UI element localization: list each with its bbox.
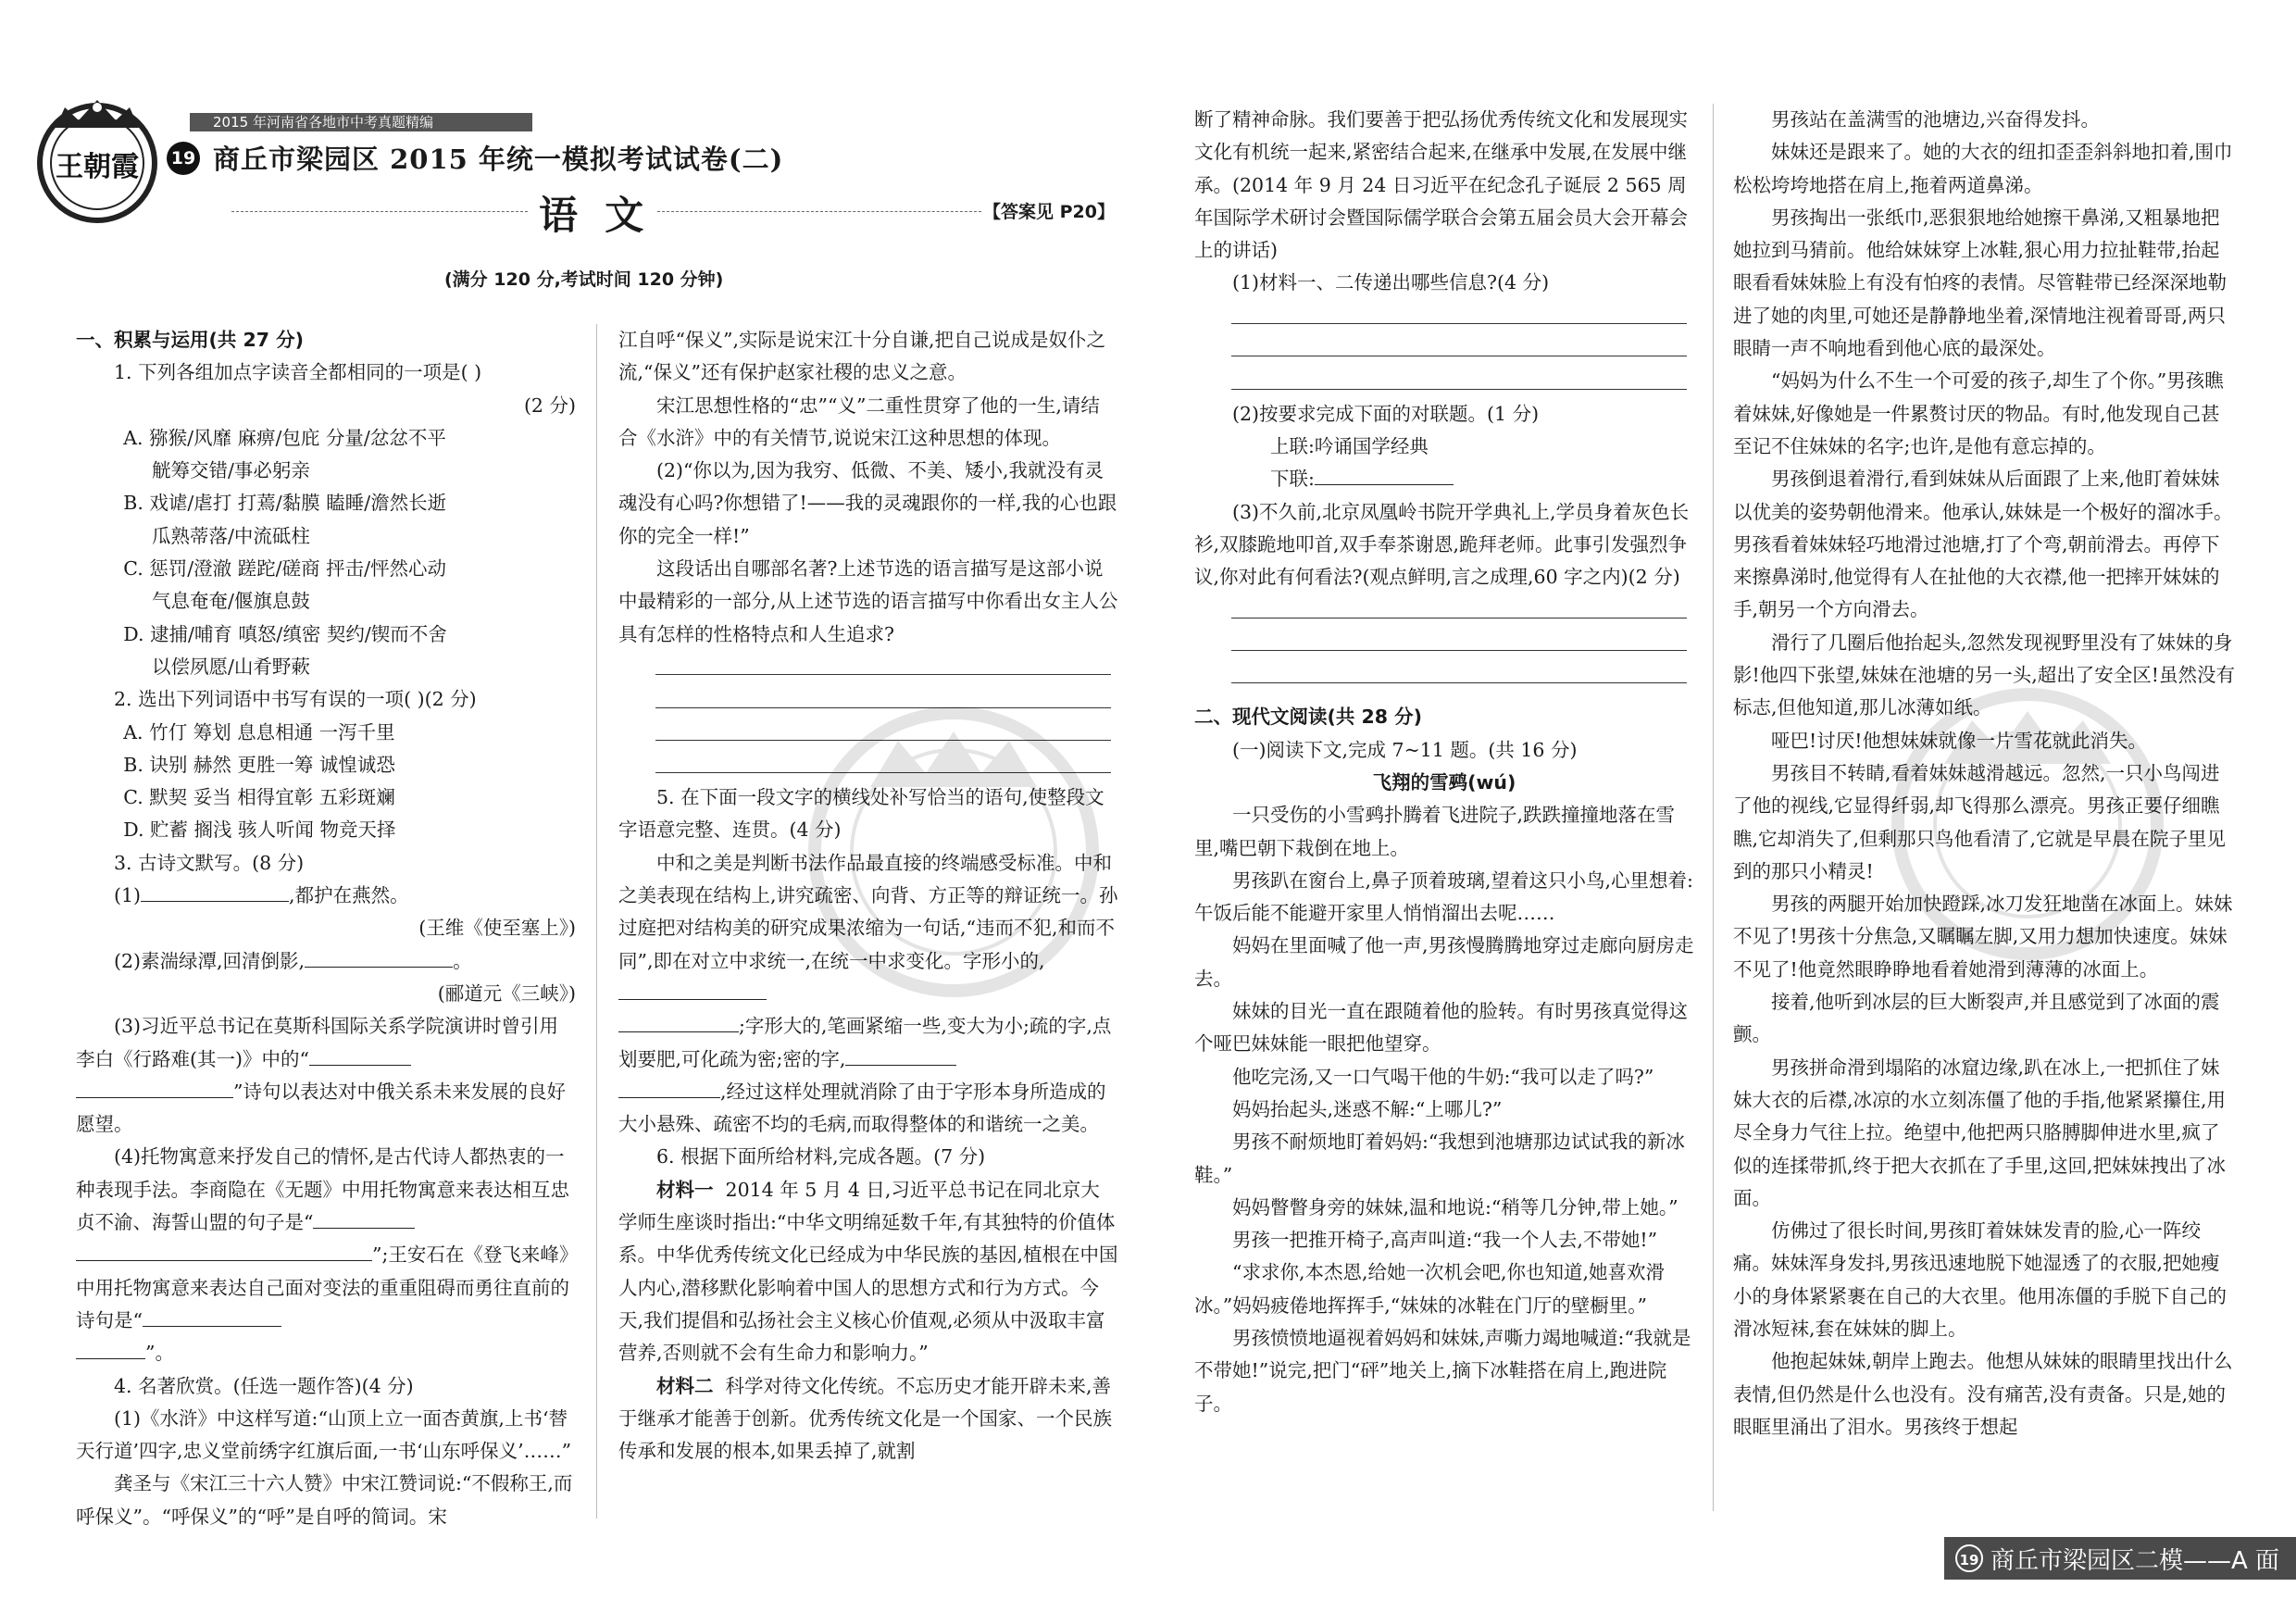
story-paragraph: 男孩愤愤地逼视着妈妈和妹妹,声嘶力竭地喊道:“我就是不带她!”说完,把门“砰”地关上,摘下冰鞋搭在肩上,跑进院子。 — [1194, 1326, 1691, 1415]
svg-text:王朝霞: 王朝霞 — [56, 151, 139, 183]
section-heading: 一、积累与运用(共 27 分) — [76, 329, 305, 351]
q4-item-1-note: 龚圣与《宋江三十六人赞》中宋江赞词说:“不假称王,而呼保义”。“呼保义”的“呼”是自呼的简词。宋 — [76, 1472, 573, 1528]
watermark-seal-icon — [805, 704, 1102, 1000]
material-2-cont: 断了精神命脉。我们要善于把弘扬优秀传统文化和发展现实文化有机统一起来,紧密结合起来,在继承中发展,在发展中继承。(2014 年 9 月 24 日习近平在纪念孔子诞辰 2 565 周年国际学术研讨会暨国际儒学联合会第五届会员大会开幕会上的讲话) — [1194, 108, 1688, 262]
option-a-cont: 觥筹交错/事必躬亲 — [152, 459, 310, 482]
answer-blank[interactable] — [618, 1031, 739, 1032]
q3-source-2: (郦道元《三峡》) — [437, 981, 576, 1005]
story-title: 飞翔的雪鹀(wú) — [1372, 770, 1516, 794]
answer-reference: 【答案见 P20】 — [983, 202, 1115, 222]
q6-item-1: (1)材料一、二传递出哪些信息?(4 分) — [1232, 271, 1550, 294]
q2-option-c: C. 默契 妥当 相得宜彰 五彩斑斓 — [123, 786, 395, 809]
question-3: 3. 古诗文默写。(8 分) — [114, 851, 305, 874]
option-b: B. 戏谑/虐打 打蔫/黏膜 瞌睡/澹然长逝 — [123, 492, 447, 515]
question-1-points: (2 分) — [523, 394, 576, 417]
q2-option-b: B. 诀别 赫然 更胜一筹 诚惶诚恐 — [123, 753, 395, 776]
answer-line[interactable] — [1194, 300, 1694, 332]
story-paragraph: 妹妹的目光一直在跟随着他的脸转。有时男孩真觉得这个哑巴妹妹能一眼把他望穿。 — [1194, 1000, 1688, 1056]
story-paragraph: 妈妈抬起头,迷惑不解:“上哪儿?” — [1232, 1097, 1503, 1120]
story-paragraph: 男孩趴在窗台上,鼻子顶着玻璃,望着这只小鸟,心里想着:午饭后能不能避开家里人悄悄溜出去呢…… — [1194, 868, 1693, 925]
q2-option-d: D. 贮蓄 搁浅 骇人听闻 物竞天择 — [123, 818, 396, 842]
q3-item-4: (4)托物寓意来抒发自己的情怀,是古代诗人都热衷的一种表现手法。李商隐在《无题》中用托物寓意来表达相互忠贞不渝、海誓山盟的句子是“ ”;王安石在《登飞来峰》中用托物寓意来表达自己面对变法的重重阻碍而勇往直前的诗句是“ ”。 — [76, 1145, 569, 1365]
answer-blank[interactable] — [309, 1064, 411, 1066]
answer-blank[interactable] — [143, 1325, 281, 1327]
section-heading: 二、现代文阅读(共 28 分) — [1194, 706, 1423, 729]
subject-rule — [231, 211, 528, 212]
story-paragraph: 男孩掏出一张纸巾,恶狠狠地给她擦干鼻涕,又粗暴地把她拉到马猜前。他给妹妹穿上冰鞋,狠心用力拉扯鞋带,抬起眼看看妹妹脸上有没有怕疼的表情。尽管鞋带已经深深地勒进了她的肉里,可她还是静静地坐着,深情地注视着哥哥,两只眼睛一声不响地看到他心底的最深处。 — [1733, 206, 2227, 360]
answer-line[interactable] — [1194, 365, 1694, 397]
answer-line[interactable] — [1194, 332, 1694, 365]
q2-option-a: A. 竹仃 筹划 息息相通 一泻千里 — [123, 720, 395, 744]
answer-blank[interactable] — [76, 1259, 372, 1261]
story-paragraph: 男孩一把推开椅子,高声叫道:“我一个人去,不带她!” — [1232, 1229, 1658, 1252]
subject-rule-right — [657, 211, 981, 212]
score-note: (满分 120 分,考试时间 120 分钟) — [444, 269, 724, 290]
question-4: 4. 名著欣赏。(任选一题作答)(4 分) — [114, 1374, 414, 1397]
material-2: 材料二 科学对待文化传统。不忘历史才能开辟未来,善于继承才能善于创新。优秀传统文化是一个国家、一个民族传承和发展的根本,如果丢掉了,就割 — [618, 1374, 1112, 1463]
exam-number: 19 — [167, 142, 200, 175]
story-paragraph: 他抱起妹妹,朝岸上跑去。他想从妹妹的眼睛里找出什么表情,但仍然是什么也没有。没有痛苦,没有责备。只是,她的眼眶里涌出了泪水。男孩终于想起 — [1733, 1350, 2233, 1438]
answer-line[interactable] — [1194, 627, 1694, 659]
q3-item-2: (2)素湍绿潭,回清倒影, 。 — [114, 949, 472, 972]
answer-line[interactable] — [1194, 659, 1694, 692]
option-c: C. 惩罚/澄澈 蹉跎/磋商 抨击/怦然心动 — [123, 557, 446, 581]
logo-seal-icon — [28, 91, 167, 230]
couplet-lower: 下联: — [1194, 463, 1694, 495]
story-paragraph: 男孩站在盖满雪的池塘边,兴奋得发抖。 — [1771, 108, 2101, 131]
story-paragraph: 男孩拼命滑到塌陷的冰窟边缘,趴在冰上,一把抓住了妹妹大衣的后襟,冰凉的水立刻冻僵了他的手指,他紧紧攥住,用尽全身力气往上拉。绝望中,他把两只胳膊脚伸进水里,疯了似的连揉带抓,终于把大衣抓在了手里,这回,把妹妹拽出了冰面。 — [1733, 1056, 2227, 1209]
subject-title: 语 文 — [539, 193, 644, 238]
story-paragraph: 一只受伤的小雪鹀扑腾着飞进院子,跌跌撞撞地落在雪里,嘴巴朝下栽倒在地上。 — [1194, 804, 1676, 859]
answer-blank[interactable] — [845, 1064, 956, 1066]
series-bar-text: 2015 年河南省各地市中考真题精编 — [213, 114, 433, 131]
answer-blank[interactable] — [305, 966, 453, 968]
question-1: 1. 下列各组加点字读音全都相同的一项是( ) — [114, 361, 482, 384]
q6-item-3: (3)不久前,北京凤凰岭书院开学典礼上,学员身着灰色长衫,双膝跪地叩首,双手奉茶谢恩,跪拜老师。此事引发强烈争议,你对此有何看法?(观点鲜明,言之成理,60 字之内)(2 分) — [1194, 500, 1690, 589]
q4-item-2-prompt: 这段话出自哪部名著?上述节选的语言描写是这部小说中最精彩的一部分,从上述节选的语言描写中你看出女主人公具有怎样的性格特点和人生追求? — [618, 557, 1118, 645]
reading-instruction: (一)阅读下文,完成 7~11 题。(共 16 分) — [1232, 738, 1578, 761]
option-a: A. 猕猴/风靡 麻痹/包庇 分量/忿忿不平 — [123, 426, 446, 449]
story-paragraph: 妹妹还是跟来了。她的大衣的纽扣歪歪斜斜地扣着,围巾松松垮垮地搭在肩上,拖着两道鼻涕。 — [1733, 141, 2233, 196]
q4-item-1-cont: 江自呼“保义”,实际是说宋江十分自谦,把自己说成是奴仆之流,“保义”还有保护赵家社稷的忠义之意。 — [618, 329, 1105, 384]
answer-blank[interactable] — [76, 1357, 145, 1359]
q3-item-3: (3)习近平总书记在莫斯科国际关系学院演讲时曾引用李白《行路难(其一)》中的“ ”诗句以表达对中俄关系未来发展的良好愿望。 — [76, 1015, 566, 1136]
q5-passage: 中和之美是判断书法作品最直接的终端感受标准。中和之美表现在结构上,讲究疏密、向背、方正等的辩证统一。孙过庭把对结构美的研究成果浓缩为一句话,“违而不犯,和而不同”,即在对立中求统一,在统一中求变化。字形小的, ;字形大的,笔画紧缩一些,变大为小;疏的字,点划要肥,可化疏为密;密的字, ,经过这样处理就消除了由于字形本身所造成的大小悬殊、疏密不均的毛病,而取得整体的和谐统一之美。 — [618, 851, 1118, 1136]
story-paragraph: 妈妈瞥瞥身旁的妹妹,温和地说:“稍等几分钟,带上她。” — [1232, 1195, 1678, 1218]
answer-blank[interactable] — [618, 998, 767, 1000]
option-d: D. 逮捕/哺育 嗔怒/缜密 契约/锲而不舍 — [123, 622, 447, 645]
answer-blank[interactable] — [141, 900, 289, 902]
column-1 — [76, 324, 576, 1533]
option-b-cont: 瓜熟蒂落/中流砥柱 — [152, 524, 310, 547]
footer-label: 商丘市梁园区二模——A 面 — [1990, 1546, 2280, 1575]
story-paragraph: 他吃完汤,又一口气喝干他的牛奶:“我可以走了吗?” — [1232, 1065, 1654, 1088]
story-paragraph: 妈妈在里面喊了他一声,男孩慢腾腾地穿过走廊向厨房走去。 — [1194, 934, 1694, 990]
story-paragraph: 仿佛过了很长时间,男孩盯着妹妹发青的脸,心一阵绞痛。妹妹浑身发抖,男孩迅速地脱下她湿透了的衣服,把她瘦小的身体紧紧裹在自己的大衣里。他用冻僵的手脱下自己的滑冰短袜,套在妹妹的脚上。 — [1733, 1219, 2227, 1340]
answer-blank[interactable] — [313, 1227, 415, 1229]
story-paragraph: “求求你,本杰恩,给她一次机会吧,你也知道,她喜欢滑冰。”妈妈疲倦地挥挥手,“妹妹的冰鞋在门厅的壁橱里。” — [1194, 1261, 1666, 1317]
page-footer-tag — [1944, 1537, 2296, 1580]
q6-item-2: (2)按要求完成下面的对联题。(1 分) — [1232, 402, 1540, 425]
story-paragraph: 接着,他听到冰层的巨大断裂声,并且感觉到了冰面的震颤。 — [1733, 991, 2220, 1046]
q4-item-1: (1)《水浒》中这样写道:“山顶上立一面杏黄旗,上书‘替天行道’四字,忠义堂前绣字红旗后面,一书‘山东呼保义’……” — [76, 1406, 572, 1463]
footer-number: 19 — [1955, 1544, 1983, 1572]
column-3 — [1194, 104, 1694, 1420]
option-d-cont: 以偿夙愿/山肴野蔌 — [152, 655, 310, 678]
watermark-seal-icon — [1889, 685, 2166, 963]
story-paragraph: 男孩的两腿开始加快蹬踩,冰刀发狂地凿在冰面上。妹妹不见了!男孩十分焦急,又瞩瞩左脚,又用力想加快速度。妹妹不见了!他竟然眼睁睁地看着她滑到薄薄的冰面上。 — [1733, 893, 2233, 981]
column-divider — [1713, 104, 1714, 1511]
story-paragraph: 男孩倒退着滑行,看到妹妹从后面跟了上来,他盯着妹妹以优美的姿势朝他滑来。他承认,妹妹是一个极好的溜冰手。男孩看着妹妹轻巧地滑过池塘,打了个弯,朝前滑去。再停下来擦鼻涕时,他觉得有人在扯他的大衣襟,他一把摔开妹妹的手,朝另一个方向滑去。 — [1733, 468, 2233, 621]
q3-item-1: (1) ,都护在燕然。 — [114, 884, 409, 907]
story-paragraph: 男孩目不转睛,看着妹妹越滑越远。忽然,一只小鸟闯进了他的视线,它显得纤弱,却飞得那么漂亮。男孩正要仔细瞧瞧,它却消失了,但剩那只鸟他看清了,它就是早晨在院子里见到的那只小精灵! — [1733, 761, 2227, 882]
question-2: 2. 选出下列词语中书写有误的一项( )(2 分) — [114, 688, 477, 711]
logo — [28, 91, 167, 230]
q3-source-1: (王维《使至塞上》) — [418, 917, 576, 940]
story-paragraph: 男孩不耐烦地盯着妈妈:“我想到池塘那边试试我的新冰鞋。” — [1194, 1131, 1685, 1186]
story-paragraph: “妈妈为什么不生一个可爱的孩子,却生了个你。”男孩瞧着妹妹,好像她是一件累赘讨厌的物品。有时,他发现自己甚至记不住妹妹的名字;也许,是他有意忘掉的。 — [1733, 369, 2224, 457]
answer-blank[interactable] — [618, 1096, 720, 1098]
question-5: 5. 在下面一段文字的横线处补写恰当的语句,使整段文字语意完整、连贯。(4 分) — [618, 786, 1104, 842]
material-1: 材料一 2014 年 5 月 4 日,习近平总书记在同北京大学师生座谈时指出:“中华文明绵延数千年,有其独特的价值体系。中华优秀传统文化已经成为中华民族的基因,植根在中国人内心,潜移默化影响着中国人的思想方式和行为方式。今天,我们提倡和弘扬社会主义核心价值观,必须从中汲取丰富营养,否则就不会有生命力和影响力。” — [618, 1178, 1118, 1365]
story-paragraph: 滑行了几圈后他抬起头,忽然发现视野里没有了妹妹的身影!他四下张望,妹妹在池塘的另一头,超出了安全区!虽然没有标志,但他知道,那儿冰薄如纸。 — [1733, 631, 2236, 719]
answer-blank[interactable] — [1315, 483, 1454, 485]
story-paragraph: 哑巴!讨厌!他想妹妹就像一片雪花就此消失。 — [1771, 729, 2147, 752]
exam-title: 商丘市梁园区 2015 年统一模拟考试试卷(二) — [213, 144, 784, 175]
answer-blank[interactable] — [76, 1096, 233, 1098]
question-6: 6. 根据下面所给材料,完成各题。(7 分) — [656, 1145, 986, 1168]
answer-line[interactable] — [1194, 594, 1694, 626]
column-divider — [596, 324, 597, 1518]
option-c-cont: 气息奄奄/偃旗息鼓 — [152, 590, 310, 613]
couplet-upper: 上联:吟诵国学经典 — [1270, 434, 1429, 457]
answer-line[interactable] — [618, 651, 1118, 683]
q4-item-1-prompt: 宋江思想性格的“忠”“义”二重性贯穿了他的一生,请结合《水浒》中的有关情节,说说宋江这种思想的体现。 — [618, 394, 1100, 449]
q4-item-2: (2)“你以为,因为我穷、低微、不美、矮小,我就没有灵魂没有心吗?你想错了!——我的灵魂跟你的一样,我的心也跟你的完全一样!” — [618, 459, 1117, 547]
